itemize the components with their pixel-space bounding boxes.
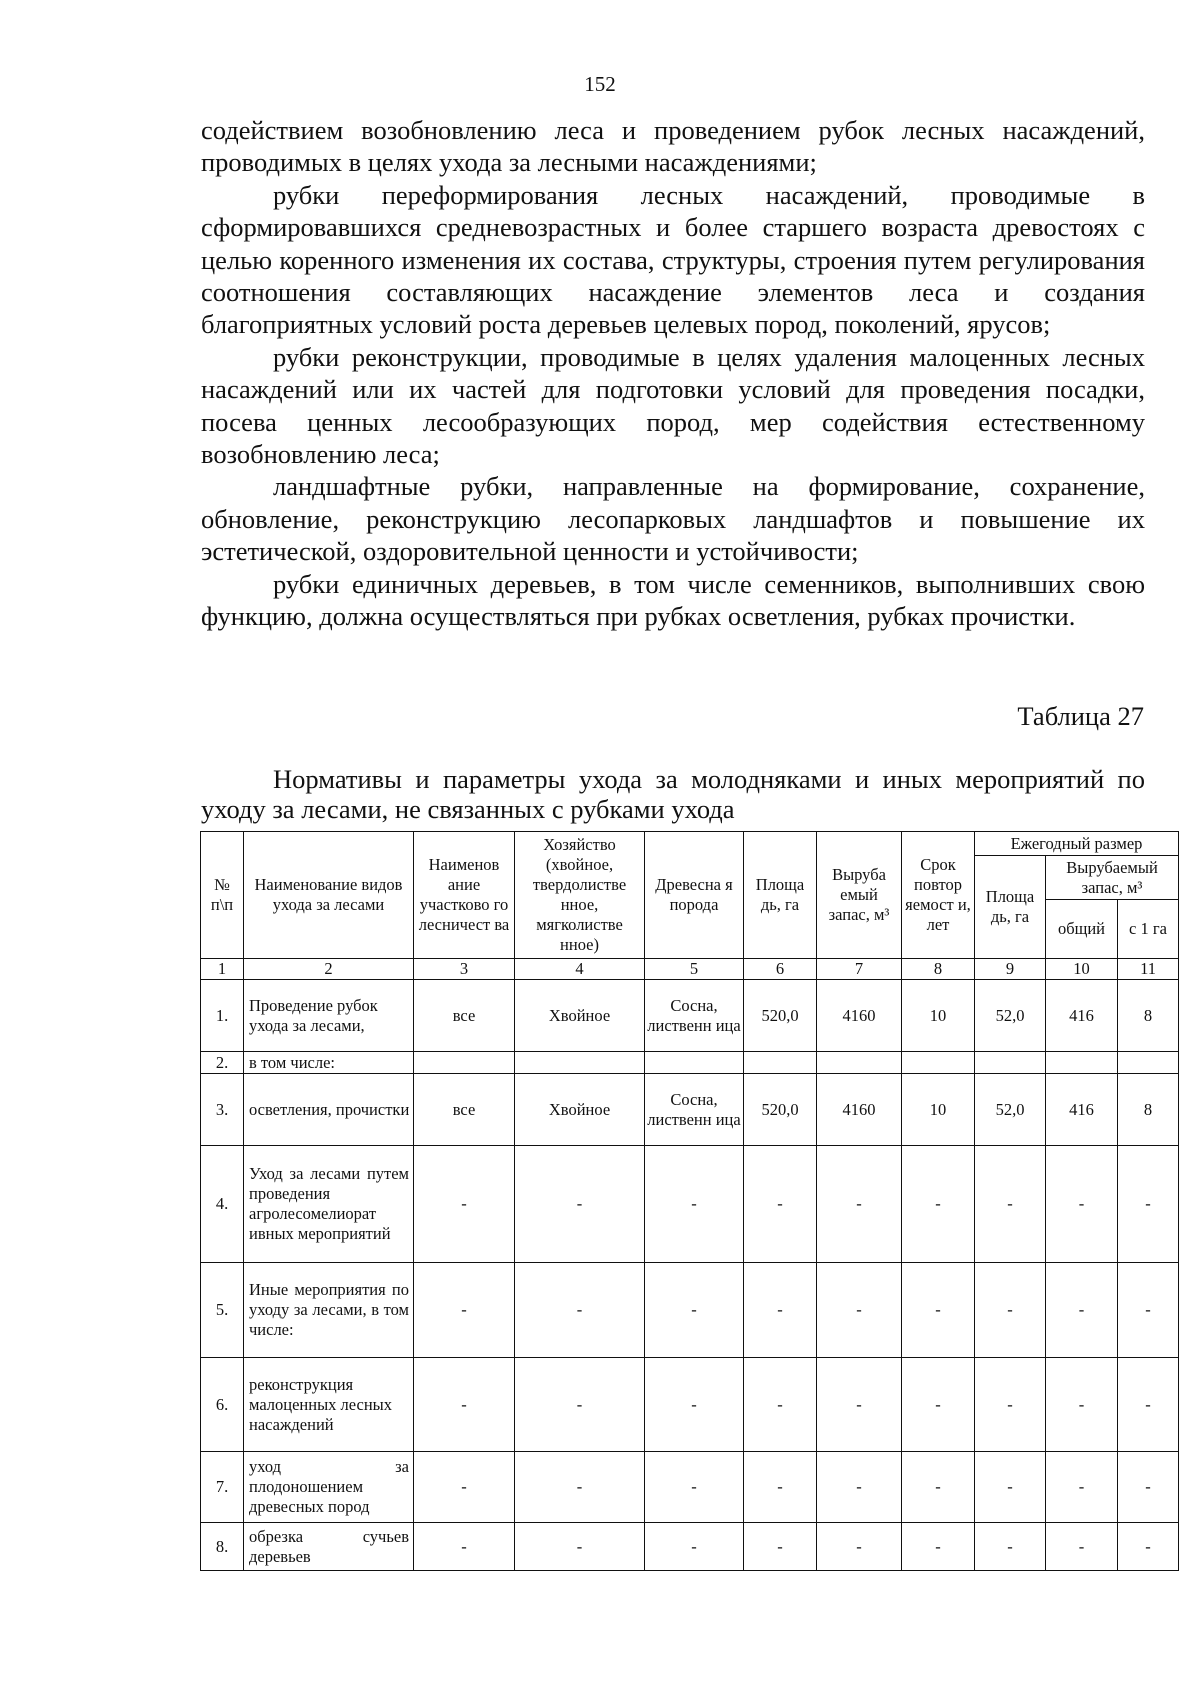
- table-label: Таблица 27: [1017, 701, 1144, 731]
- paragraph: рубки реконструкции, проводимые в целях удаления малоценных лесных насаждений или их частей для подготовки условий для проведения посадки, посева ценных лесообразующих пород, мер содействия естественному возобновлению леса;: [201, 341, 1145, 470]
- cell-per-ha: 8: [1118, 980, 1179, 1052]
- cell-species: Сосна, лиственн ица: [645, 1074, 744, 1146]
- cell-stock: -: [817, 1263, 902, 1358]
- cell-name: реконструкция малоценных лесных насаждений: [244, 1358, 414, 1452]
- cell-period: 10: [902, 1074, 975, 1146]
- cell-stock: -: [817, 1523, 902, 1571]
- cell-total: [1046, 1052, 1118, 1074]
- cell-district: -: [414, 1523, 515, 1571]
- column-number: 1: [201, 959, 244, 980]
- cell-species: Сосна, лиственн ица: [645, 980, 744, 1052]
- header-per-ha: с 1 га: [1118, 900, 1179, 959]
- cell-name: обрезка сучьев деревьев: [244, 1523, 414, 1571]
- cell-area: -: [744, 1263, 817, 1358]
- table-row: [201, 1263, 1179, 1358]
- cell-per-ha: -: [1118, 1358, 1179, 1452]
- cell-area: -: [744, 1523, 817, 1571]
- cell-annual-area: [975, 1052, 1046, 1074]
- cell-total: -: [1046, 1452, 1118, 1523]
- header-period: Срок повтор яемост и, лет: [902, 832, 975, 959]
- cell-period: -: [902, 1523, 975, 1571]
- paragraph: ландшафтные рубки, направленные на формирование, сохранение, обновление, реконструкцию лесопарковых ландшафтов и повышение их эстетической, оздоровительной ценности и устойчивости;: [201, 471, 1145, 567]
- header-farm: Хозяйство (хвойное, твердолистве нное, мягколистве нное): [515, 832, 645, 959]
- cell-species: -: [645, 1452, 744, 1523]
- header-total: общий: [1046, 900, 1118, 959]
- cell-name: осветления, прочистки: [244, 1074, 414, 1146]
- cell-farm: -: [515, 1263, 645, 1358]
- paragraph: рубки единичных деревьев, в том числе семенников, выполнивших свою функцию, должна осуществляться при рубках осветления, рубках прочистки.: [201, 568, 1145, 632]
- cell-per-ha: -: [1118, 1263, 1179, 1358]
- cell-annual-area: 52,0: [975, 1074, 1046, 1146]
- cell-species: -: [645, 1523, 744, 1571]
- column-number: 3: [414, 959, 515, 980]
- header-species: Древесна я порода: [645, 832, 744, 959]
- page-number: 152: [584, 72, 616, 96]
- body-text: [201, 114, 1145, 633]
- column-number: 9: [975, 959, 1046, 980]
- cell-period: -: [902, 1358, 975, 1452]
- cell-farm: [515, 1052, 645, 1074]
- column-number: 11: [1118, 959, 1179, 980]
- cell-period: -: [902, 1146, 975, 1263]
- cell-per-ha: -: [1118, 1523, 1179, 1571]
- cell-period: 10: [902, 980, 975, 1052]
- cell-annual-area: -: [975, 1263, 1046, 1358]
- column-number: 5: [645, 959, 744, 980]
- cell-area: 520,0: [744, 1074, 817, 1146]
- cell-num: 2.: [201, 1052, 244, 1074]
- table-row: [201, 1452, 1179, 1523]
- cell-district: все: [414, 1074, 515, 1146]
- cell-num: 4.: [201, 1146, 244, 1263]
- cell-area: -: [744, 1358, 817, 1452]
- norms-table: [200, 831, 1179, 1571]
- cell-annual-area: -: [975, 1523, 1046, 1571]
- cell-stock: -: [817, 1146, 902, 1263]
- column-numbers-row: [201, 959, 1179, 980]
- header-annual-stock: Вырубаемый запас, м³: [1046, 856, 1179, 900]
- column-number: 10: [1046, 959, 1118, 980]
- header-row: [201, 832, 1179, 856]
- cell-district: -: [414, 1452, 515, 1523]
- cell-per-ha: [1118, 1052, 1179, 1074]
- table-row: [201, 1358, 1179, 1452]
- column-number: 6: [744, 959, 817, 980]
- cell-species: -: [645, 1146, 744, 1263]
- column-number: 7: [817, 959, 902, 980]
- cell-period: [902, 1052, 975, 1074]
- cell-area: -: [744, 1452, 817, 1523]
- cell-num: 8.: [201, 1523, 244, 1571]
- cell-farm: -: [515, 1523, 645, 1571]
- cell-species: [645, 1052, 744, 1074]
- cell-total: 416: [1046, 980, 1118, 1052]
- cell-period: -: [902, 1263, 975, 1358]
- cell-per-ha: -: [1118, 1452, 1179, 1523]
- cell-stock: 4160: [817, 1074, 902, 1146]
- cell-annual-area: -: [975, 1146, 1046, 1263]
- header-annual-area: Площа дь, га: [975, 856, 1046, 959]
- cell-district: [414, 1052, 515, 1074]
- cell-area: -: [744, 1146, 817, 1263]
- column-number: 8: [902, 959, 975, 980]
- table-row: [201, 1523, 1179, 1571]
- cell-total: -: [1046, 1146, 1118, 1263]
- cell-num: 1.: [201, 980, 244, 1052]
- cell-num: 5.: [201, 1263, 244, 1358]
- cell-num: 6.: [201, 1358, 244, 1452]
- cell-stock: -: [817, 1358, 902, 1452]
- paragraph: рубки переформирования лесных насаждений, проводимые в сформировавшихся средневозрастных и более старшего возраста древостоях с целью коренного изменения их состава, структуры, строения путем регулирования соотношения составляющих насаждение элементов леса и создания благоприятных условий роста деревьев целевых пород, поколений, ярусов;: [201, 179, 1145, 340]
- table-row: [201, 1146, 1179, 1263]
- cell-total: -: [1046, 1263, 1118, 1358]
- paragraph: содействием возобновлению леса и проведением рубок лесных насаждений, проводимых в целях ухода за лесными насаждениями;: [201, 115, 1145, 178]
- cell-annual-area: 52,0: [975, 980, 1046, 1052]
- cell-district: -: [414, 1358, 515, 1452]
- cell-farm: Хвойное: [515, 980, 645, 1052]
- cell-farm: -: [515, 1452, 645, 1523]
- cell-name: Иные мероприятия по уходу за лесами, в том числе:: [244, 1263, 414, 1358]
- column-number: 4: [515, 959, 645, 980]
- cell-annual-area: -: [975, 1452, 1046, 1523]
- cell-name: в том числе:: [244, 1052, 414, 1074]
- cell-total: -: [1046, 1523, 1118, 1571]
- cell-per-ha: -: [1118, 1146, 1179, 1263]
- header-district: Наименов ание участково го лесничест ва: [414, 832, 515, 959]
- header-annual: Ежегодный размер: [975, 832, 1179, 856]
- cell-area: [744, 1052, 817, 1074]
- table-row: [201, 1074, 1179, 1146]
- cell-name: Проведение рубок ухода за лесами,: [244, 980, 414, 1052]
- cell-period: -: [902, 1452, 975, 1523]
- column-number: 2: [244, 959, 414, 980]
- cell-district: все: [414, 980, 515, 1052]
- cell-num: 3.: [201, 1074, 244, 1146]
- cell-district: -: [414, 1263, 515, 1358]
- cell-num: 7.: [201, 1452, 244, 1523]
- cell-name: Уход за лесами путем проведения агролесомелиорат ивных мероприятий: [244, 1146, 414, 1263]
- cell-per-ha: 8: [1118, 1074, 1179, 1146]
- header-stock: Выруба емый запас, м³: [817, 832, 902, 959]
- cell-total: 416: [1046, 1074, 1118, 1146]
- table-row: [201, 980, 1179, 1052]
- table-caption: Нормативы и параметры ухода за молодняками и иных мероприятий по уходу за лесами, не связанных с рубками ухода: [201, 764, 1145, 824]
- cell-farm: -: [515, 1146, 645, 1263]
- cell-annual-area: -: [975, 1358, 1046, 1452]
- cell-district: -: [414, 1146, 515, 1263]
- header-num: № п\п: [201, 832, 244, 959]
- cell-stock: [817, 1052, 902, 1074]
- cell-species: -: [645, 1358, 744, 1452]
- header-name: Наименование видов ухода за лесами: [244, 832, 414, 959]
- cell-stock: 4160: [817, 980, 902, 1052]
- cell-total: -: [1046, 1358, 1118, 1452]
- cell-name: уход за плодоношением древесных пород: [244, 1452, 414, 1523]
- cell-species: -: [645, 1263, 744, 1358]
- header-area: Площа дь, га: [744, 832, 817, 959]
- cell-farm: Хвойное: [515, 1074, 645, 1146]
- cell-area: 520,0: [744, 980, 817, 1052]
- cell-farm: -: [515, 1358, 645, 1452]
- table-row: [201, 1052, 1179, 1074]
- cell-stock: -: [817, 1452, 902, 1523]
